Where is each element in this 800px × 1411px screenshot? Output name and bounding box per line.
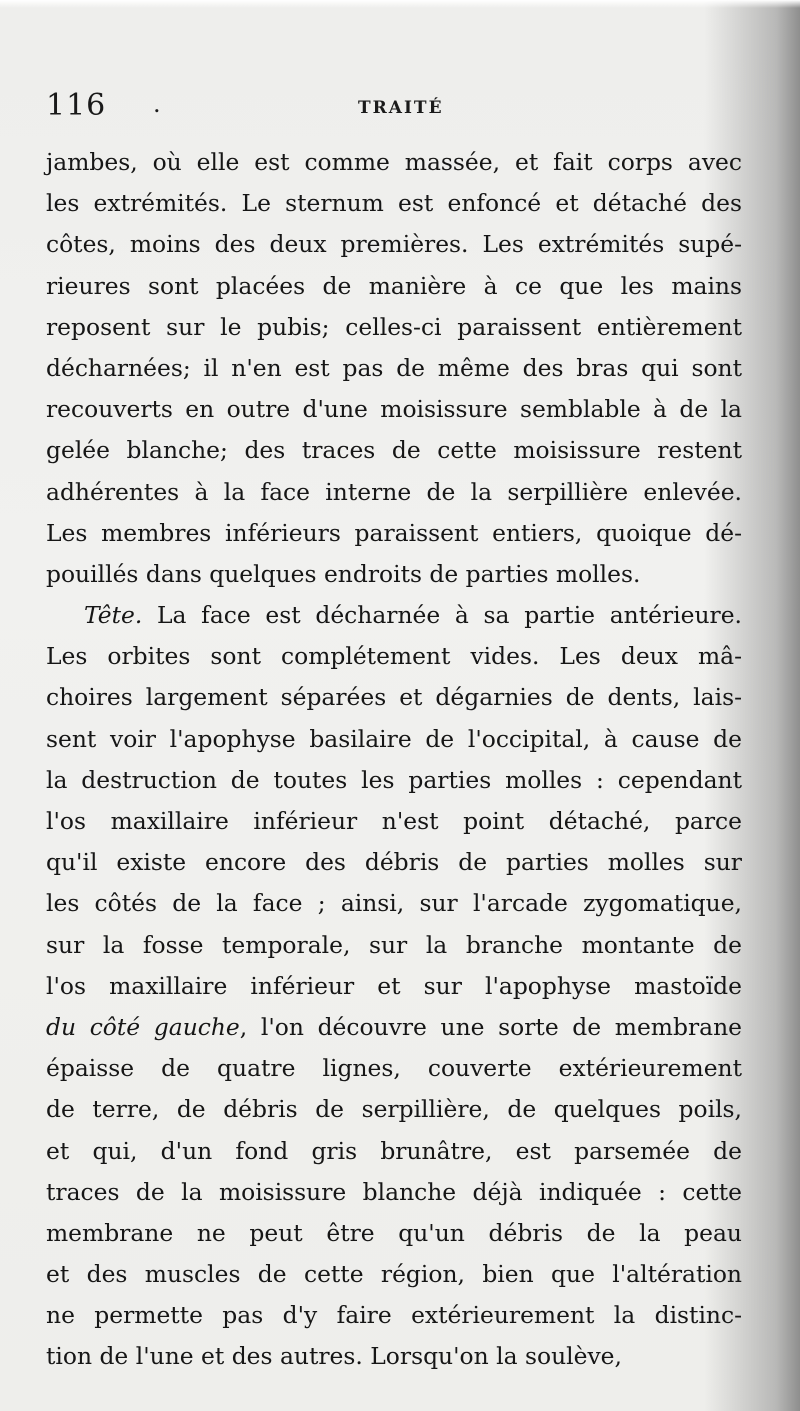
line-text: membrane ne peut être qu'un débris de la peau — [46, 1218, 742, 1247]
line-text: jambes, où elle est comme massée, et fait corps avec — [46, 148, 742, 176]
line-text: sur la fosse temporale, sur la branche montante de — [46, 930, 742, 959]
text-line — [46, 266, 742, 307]
text-line — [46, 842, 742, 883]
line-text: décharnées; il n'en est pas de même des bras qui sont — [46, 353, 742, 382]
line-text: rieures sont placées de manière à ce que les mains — [46, 271, 742, 300]
text-line — [46, 1295, 742, 1336]
text-line — [46, 1172, 742, 1213]
text-line — [46, 1048, 742, 1089]
text-line — [46, 224, 742, 265]
text-line — [46, 513, 742, 554]
text-line — [46, 1007, 742, 1048]
line-text: et qui, d'un fond gris brunâtre, est parsemée de — [46, 1136, 742, 1165]
text-line — [46, 883, 742, 924]
text-line — [46, 966, 742, 1007]
page-top-edge — [0, 0, 800, 8]
running-head — [46, 88, 742, 128]
line-text: Les membres inférieurs paraissent entiers, quoique dé- — [46, 518, 742, 547]
line-text: , l'on découvre une sorte de membrane — [239, 1012, 742, 1041]
running-title: TRAITÉ — [358, 98, 444, 118]
text-line — [46, 142, 742, 183]
line-text: choires largement séparées et dégarnies de dents, lais- — [46, 683, 742, 712]
italic-text: Tête. — [84, 601, 143, 630]
line-text: recouverts en outre d'une moisissure semblable à de la — [46, 395, 742, 424]
line-text: pouillés dans quelques endroits de parties molles. — [46, 559, 641, 588]
text-line — [46, 677, 742, 718]
text-line — [46, 307, 742, 348]
text-line — [46, 760, 742, 801]
text-line — [46, 1254, 742, 1295]
line-text: et des muscles de cette région, bien que l'altération — [46, 1260, 742, 1289]
text-line — [46, 183, 742, 224]
line-text: gelée blanche; des traces de cette moisissure restent — [46, 436, 742, 465]
text-line — [46, 1213, 742, 1254]
italic-text: du côté gauche — [46, 1012, 240, 1041]
line-text: reposent sur le pubis; celles-ci paraissent entièrement — [46, 312, 742, 341]
text-line — [46, 430, 742, 471]
line-text: l'os maxillaire inférieur et sur l'apophyse mastoïde — [46, 971, 742, 1000]
line-text: les extrémités. Le sternum est enfoncé et détaché des — [46, 189, 742, 218]
text-line — [46, 554, 742, 595]
line-text: Les orbites sont complétement vides. Les deux mâ- — [46, 642, 742, 671]
line-text: traces de la moisissure blanche déjà indiquée : cette — [46, 1177, 742, 1206]
line-text: épaisse de quatre lignes, couverte extérieurement — [46, 1054, 742, 1083]
text-line — [46, 389, 742, 430]
text-line — [46, 636, 742, 677]
text-line — [46, 925, 742, 966]
text-line — [46, 1089, 742, 1130]
header-dot: . — [153, 90, 161, 118]
text-line — [46, 719, 742, 760]
line-text: sent voir l'apophyse basilaire de l'occipital, à cause de — [46, 724, 742, 753]
line-text: les côtés de la face ; ainsi, sur l'arcade zygomatique, — [46, 889, 742, 918]
text-line — [46, 1336, 742, 1377]
line-text: La face est décharnée à sa partie antérieure. — [142, 601, 742, 630]
text-line — [46, 1131, 742, 1172]
line-text: côtes, moins des deux premières. Les extrémités supé- — [46, 230, 742, 259]
line-text: ne permette pas d'y faire extérieurement la distinc- — [46, 1301, 742, 1330]
text-line — [46, 348, 742, 389]
line-text: qu'il existe encore des débris de parties molles sur — [46, 848, 742, 877]
line-text: de terre, de débris de serpillière, de quelques poils, — [46, 1095, 742, 1124]
body-text — [46, 142, 742, 1378]
line-text: adhérentes à la face interne de la serpillière enlevée. — [46, 477, 742, 506]
page-number: 116 — [46, 88, 107, 123]
text-line — [46, 801, 742, 842]
text-line — [46, 472, 742, 513]
line-text: tion de l'une et des autres. Lorsqu'on la soulève, — [46, 1342, 622, 1371]
text-line — [46, 595, 742, 636]
line-text: l'os maxillaire inférieur n'est point détaché, parce — [46, 807, 742, 835]
line-text: la destruction de toutes les parties molles : cependant — [46, 765, 742, 794]
